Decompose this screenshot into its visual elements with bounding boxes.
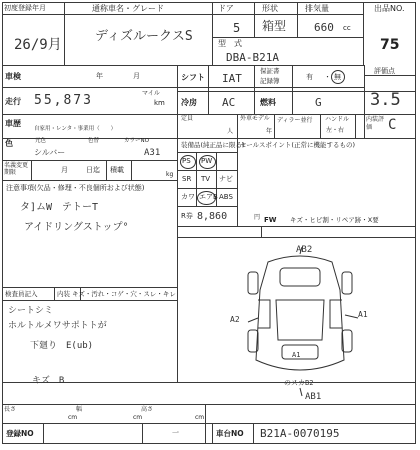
mileage-unit-km: km: [154, 99, 165, 107]
history-options: 自家用・レンタ・事業用（ ）: [34, 126, 117, 132]
name-change-label: 名義変更期限: [4, 162, 29, 177]
inspector-tabs: 内装 キズ・汚れ・コゲ・穴・スレ・キレ: [57, 290, 176, 298]
model-label: 型 式: [218, 39, 242, 48]
color-hue-label: 色替: [88, 138, 100, 144]
length-label: 長さ: [4, 406, 17, 413]
equip-abs: ABS: [219, 193, 233, 201]
caution-label: 注意事項(欠品・修理・不良個所および状態): [6, 184, 145, 192]
shape-label: 形状: [262, 4, 278, 13]
handle-value: 左・右: [326, 127, 345, 134]
capacity-unit: 人: [227, 128, 234, 135]
equip-navi: ナビ: [219, 175, 233, 183]
color-no-label: カラーNO: [124, 138, 149, 144]
reg-dash: 一: [172, 429, 179, 437]
color-no-value: A31: [144, 148, 161, 158]
interior-label: 内装評価: [366, 116, 385, 131]
aircon-value: AC: [222, 96, 236, 109]
width-unit: cm: [133, 414, 143, 421]
equip-sr: SR: [182, 175, 192, 183]
car-name-value: ディズルークスS: [95, 29, 193, 44]
door-label: ドア: [218, 4, 234, 13]
displacement-label: 排気量: [305, 4, 329, 13]
score-value: 3.5: [370, 90, 401, 110]
warranty-no: 無: [334, 73, 341, 81]
interior-value: C: [388, 117, 397, 133]
loading-label: 積載: [110, 166, 124, 174]
inspection-year: 年: [96, 72, 103, 80]
reg-label: 登録NO: [6, 429, 34, 438]
mileage-label: 走行: [5, 97, 21, 106]
loading-unit: kg: [166, 171, 174, 178]
length-unit: cm: [68, 414, 78, 421]
fw-text: キズ・ヒビ割・リペア跡・X要: [290, 216, 379, 224]
diagram-label-right: A1: [358, 310, 368, 319]
diagram-label-front: AB2: [296, 245, 313, 255]
lot-value: 75: [380, 37, 400, 53]
capacity-label: 定員: [181, 115, 194, 122]
sales-point-label: セールスポイント(正常に機能するもの): [240, 141, 355, 149]
ext-model-unit: 年: [266, 128, 273, 135]
warranty-separator: ・: [324, 73, 331, 81]
inspector-line-4: キズ B: [32, 376, 65, 386]
first-reg-value: 26/9月: [14, 37, 62, 53]
handle-label: ハンドル: [325, 116, 350, 123]
mileage-unit: マイル: [142, 90, 160, 97]
shift-label: シフト: [181, 73, 205, 82]
color-orig-label: 元色: [35, 138, 47, 144]
width-label: 幅: [76, 406, 83, 413]
name-change-day: 日迄: [86, 166, 100, 174]
height-unit: cm: [195, 414, 205, 421]
height-label: 高さ: [141, 406, 154, 413]
shift-value: IAT: [222, 72, 242, 85]
equip-airbag: エアB: [199, 193, 218, 201]
inspector-line-1: シートシミ: [8, 306, 54, 316]
r-ticket-label: R券: [181, 212, 193, 220]
dealer-label: ディラー並行: [277, 117, 313, 124]
model-value: DBA-B21A: [226, 51, 279, 64]
chassis-label: 車台NO: [216, 429, 244, 438]
inspection-label: 車検: [5, 72, 21, 81]
chassis-value: B21A-0070195: [260, 427, 340, 440]
equip-leather: カワ: [181, 193, 195, 201]
equip-ps: PS: [182, 157, 191, 165]
diagram-label-rear-skirt: のスカB2: [284, 379, 314, 387]
inspector-label: 検査員記入: [5, 290, 38, 298]
diagram-label-mid: A1: [292, 351, 301, 359]
caution-line-1: タ]ムW テトーT: [20, 202, 99, 213]
lot-label: 出品NO.: [374, 4, 405, 13]
inspection-month: 月: [133, 72, 140, 80]
warranty-yes: 有: [306, 73, 313, 81]
history-label: 車歴: [5, 119, 21, 128]
name-change-month: 月: [61, 166, 68, 174]
displacement-value: 660: [314, 21, 334, 34]
car-name-label: 通称車名・グレード: [92, 4, 164, 13]
aircon-label: 冷房: [181, 98, 197, 107]
fw-label: FW: [264, 216, 277, 224]
r-ticket-unit: 円: [254, 214, 261, 221]
diagram-label-left: A2: [230, 315, 240, 324]
warranty-label: 保証書: [260, 67, 280, 75]
color-value: シルバー: [34, 148, 66, 157]
mileage-value: 55,873: [34, 93, 93, 108]
first-reg-label: 初度登録年月: [4, 4, 46, 12]
fuel-label: 燃料: [260, 98, 276, 107]
door-value: 5: [233, 21, 241, 35]
shape-value: 箱型: [262, 19, 287, 33]
equip-tv: TV: [201, 175, 211, 183]
equip-pw: PW: [201, 157, 213, 165]
diagram-label-rear: AB1: [305, 392, 322, 402]
caution-line-2: アイドリングストップ°: [24, 222, 129, 233]
inspector-line-2: ホルトルメワサポトトが: [8, 321, 107, 331]
displacement-unit: cc: [343, 24, 351, 32]
color-label: 色: [5, 139, 13, 148]
score-label: 評価点: [374, 67, 395, 75]
ext-model-label: 外車モデル: [240, 115, 270, 122]
inspector-line-3: 下廻り E(ub): [30, 341, 94, 351]
warranty-sub: 記録簿: [260, 77, 280, 85]
r-ticket-value: 8,860: [197, 211, 228, 222]
equipment-title: 装備品(純正品に限る): [181, 141, 245, 149]
fuel-value: G: [315, 96, 322, 109]
